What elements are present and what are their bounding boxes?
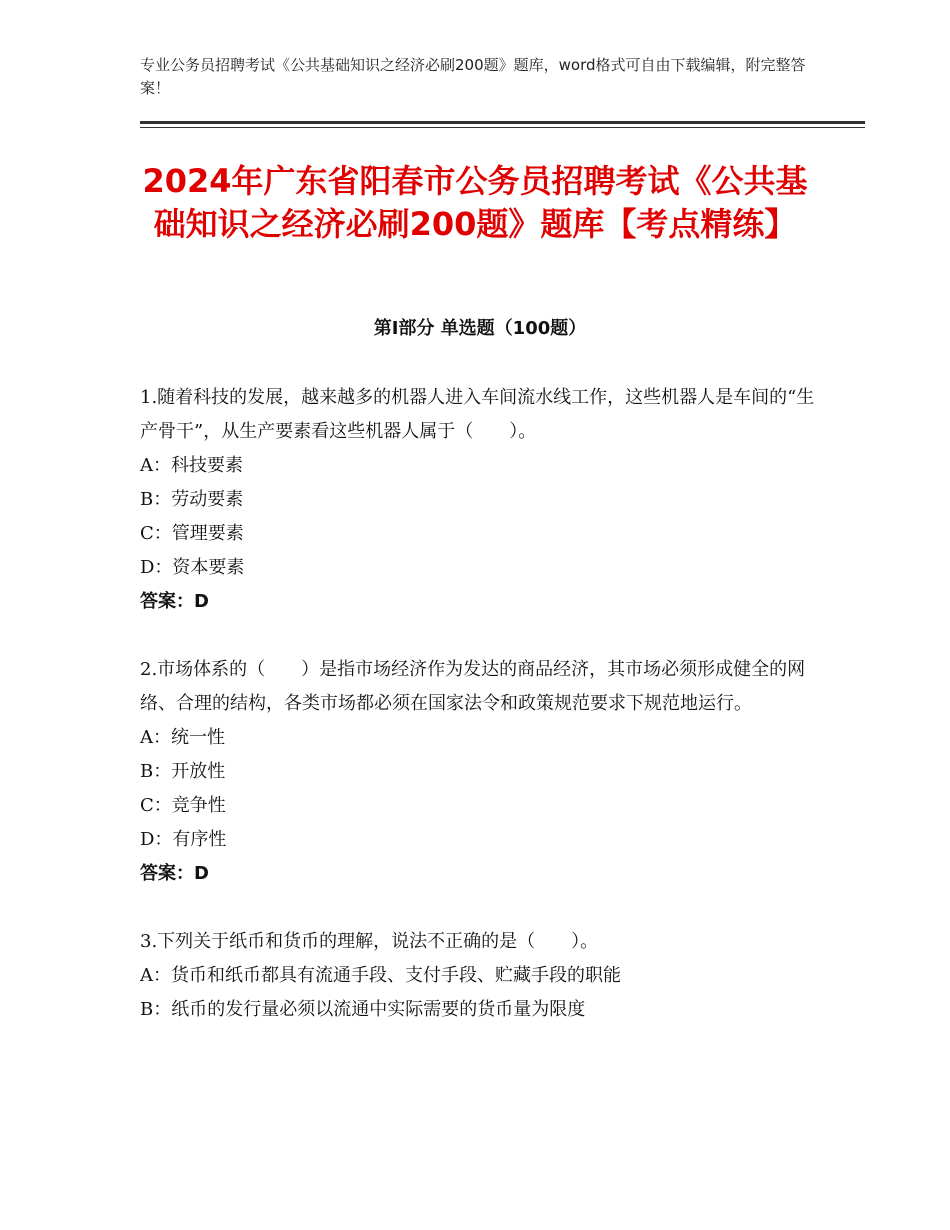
option-d: D：资本要素 <box>140 557 245 578</box>
answer: 答案：D <box>140 591 209 612</box>
document-title: 2024年广东省阳春市公务员招聘考试《公共基础知识之经济必刷200题》题库【考点精练】 <box>142 162 808 243</box>
question-list <box>140 381 820 1027</box>
option-c: C：管理要素 <box>140 523 244 544</box>
question-2 <box>140 653 820 891</box>
option-a: A：科技要素 <box>140 455 243 476</box>
option-a: A：货币和纸币都具有流通手段、支付手段、贮藏手段的职能 <box>140 965 621 986</box>
option-a: A：统一性 <box>140 727 225 748</box>
option-b: B：开放性 <box>140 761 226 782</box>
option-b: B：纸币的发行量必须以流通中实际需要的货币量为限度 <box>140 999 586 1020</box>
option-b: B：劳动要素 <box>140 489 244 510</box>
option-d: D：有序性 <box>140 829 227 850</box>
question-3 <box>140 925 820 1027</box>
answer: 答案：D <box>140 863 209 884</box>
question-text: 1.随着科技的发展，越来越多的机器人进入车间流水线工作，这些机器人是车间的“生产骨干”，从生产要素看这些机器人属于（ ）。 <box>140 387 815 442</box>
question-text: 2.市场体系的（ ）是指市场经济作为发达的商品经济，其市场必须形成健全的网络、合理的结构，各类市场都必须在国家法令和政策规范要求下规范地运行。 <box>140 659 806 714</box>
question-text: 3.下列关于纸币和货币的理解，说法不正确的是（ ）。 <box>140 931 599 952</box>
section-heading: 第Ⅰ部分 单选题（100题） <box>373 318 587 339</box>
header-rule-thick <box>140 121 865 124</box>
header-rule-thin <box>140 127 865 128</box>
question-1 <box>140 381 820 619</box>
option-c: C：竞争性 <box>140 795 226 816</box>
header-note: 专业公务员招聘考试《公共基础知识之经济必刷200题》题库，word格式可自由下载编辑，附完整答案！ <box>140 56 806 97</box>
